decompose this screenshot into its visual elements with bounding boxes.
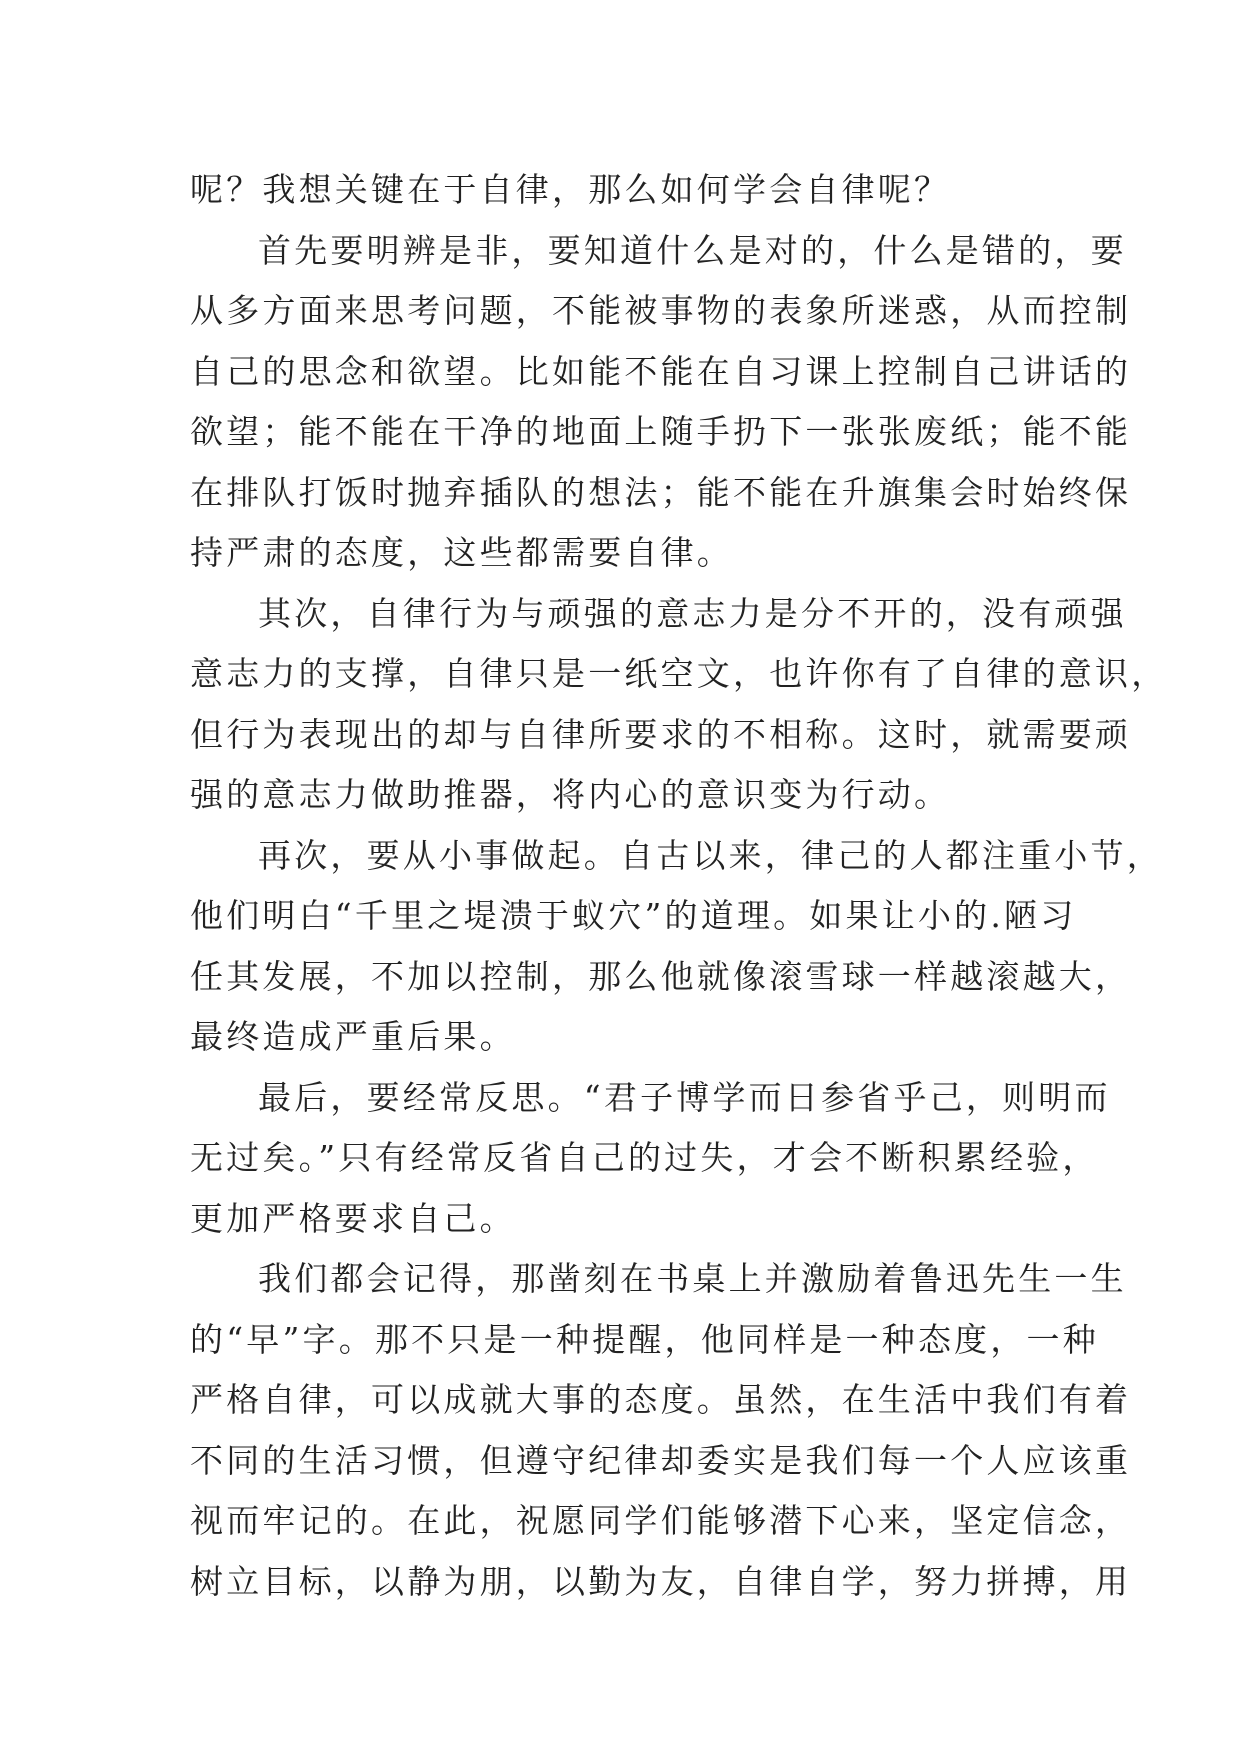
text-line: 从多方面来思考问题，不能被事物的表象所迷惑，从而控制 bbox=[190, 291, 1132, 330]
text-line: 最终造成严重后果。 bbox=[190, 1017, 516, 1056]
text-line: 严格自律，可以成就大事的态度。虽然，在生活中我们有着 bbox=[190, 1380, 1132, 1419]
document-body bbox=[190, 160, 1168, 1612]
text-line: 首先要明辨是非，要知道什么是对的，什么是错的，要 bbox=[258, 230, 1127, 270]
text-line: 树立目标，以静为朋，以勤为友，自律自学，努力拼搏，用 bbox=[190, 1561, 1132, 1601]
text-line: 其次，自律行为与顽强的意志力是分不开的，没有顽强 bbox=[258, 593, 1127, 633]
text-line: 呢？我想关键在于自律，那么如何学会自律呢？ bbox=[190, 170, 951, 209]
text-line: 视而牢记的。在此，祝愿同学们能够潜下心来，坚定信念， bbox=[190, 1501, 1132, 1540]
text-line: 任其发展，不加以控制，那么他就像滚雪球一样越滚越大， bbox=[190, 956, 1132, 996]
text-line: 的“早”字。那不只是一种提醒，他同样是一种态度，一种 bbox=[190, 1319, 1099, 1359]
text-line: 我们都会记得，那凿刻在书桌上并激励着鲁迅先生一生 bbox=[258, 1259, 1127, 1298]
text-line: 最后，要经常反思。“君子博学而日参省乎己，则明而 bbox=[258, 1077, 1111, 1117]
text-line: 持严肃的态度，这些都需要自律。 bbox=[190, 533, 733, 572]
text-line: 在排队打饭时抛弃插队的想法；能不能在升旗集会时始终保 bbox=[190, 472, 1132, 512]
text-line: 更加严格要求自己。 bbox=[190, 1198, 516, 1238]
text-line: 强的意志力做助推器，将内心的意识变为行动。 bbox=[190, 775, 951, 814]
text-line: 但行为表现出的却与自律所要求的不相称。这时，就需要顽 bbox=[190, 714, 1132, 754]
text-line: 自己的思念和欲望。比如能不能在自习课上控制自己讲话的 bbox=[190, 351, 1132, 391]
text-line: 无过矣。”只有经常反省自己的过失，才会不断积累经验， bbox=[190, 1138, 1099, 1177]
text-line: 再次，要从小事做起。自古以来，律己的人都注重小节， bbox=[258, 835, 1163, 875]
text-line: 不同的生活习惯，但遵守纪律却委实是我们每一个人应该重 bbox=[190, 1440, 1132, 1480]
text-line: 意志力的支撑，自律只是一纸空文，也许你有了自律的意识， bbox=[190, 654, 1168, 693]
text-line: 他们明白“千里之堤溃于蚁穴”的道理。如果让小的.陋习 bbox=[190, 896, 1077, 935]
text-line: 欲望；能不能在干净的地面上随手扔下一张张废纸；能不能 bbox=[190, 412, 1132, 451]
